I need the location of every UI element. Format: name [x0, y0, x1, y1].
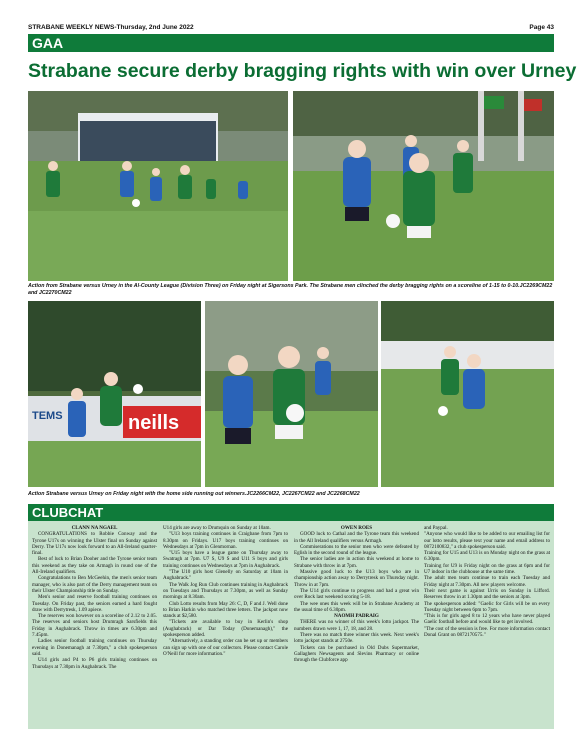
paragraph: The wee ones this week will be in Strabane Academy at the usual time of 6.30pm.: [294, 600, 419, 613]
paragraph: CONGRATULATIONS to Robbie Conway and the Tyrone U17s on winning the Ulster final on Sunday against Derry. The U17s now look forward to an All-Ireland quarter-final.: [32, 531, 157, 557]
paragraph: Club Lotto results from May 26: C, D, F and J. Well done to Brian Harkin who matched three letters. The jackpot now stands at $2,580.: [163, 600, 288, 620]
paragraph: The spokesperson added: "Gaelic for Girls will be on every Tuesday night between 6pm to 7pm.: [424, 600, 550, 613]
club-heading-owen-roes: OWEN ROES: [340, 525, 373, 531]
section-title: GAA: [32, 35, 64, 51]
club-heading-naomh-padraig: NAOMH PADRAIG: [334, 613, 379, 620]
match-photo-5: [381, 301, 554, 487]
column-3: [294, 525, 419, 664]
paragraph: U14 girls are away to Drumquin on Sunday at 10am.: [163, 525, 271, 531]
paragraph: The senior ladies are in action this weekend at home to Strabane with throw in at 7pm.: [294, 556, 419, 569]
paragraph: Men's senior and reserve football training continues on Tuesday. On Friday past, the seniors earned a hard fought draw with Derrytresk, 1.09 apiece.: [32, 594, 157, 613]
paragraph: THERE was no winner of this week's lotto jackpot. The numbers drawn were 1, 17, 18, and 28.: [294, 619, 419, 632]
clubchat-panel: [28, 521, 554, 729]
paragraph: "U13 boys training continues in Craigbane from 7pm to 8.30pm on Fridays. U17 boys training continues on Wednesdays at 7pm in Glenmornan.: [163, 531, 288, 550]
paragraph: and Paypal.: [424, 525, 448, 531]
match-photo-4: [205, 301, 378, 487]
paragraph: Commiserations to the senior men who were defeated by Eglish in the second round of the league.: [294, 543, 419, 557]
club-heading-clann-na-ngael: CLANN NA NGAEL: [71, 525, 118, 531]
column-4: [424, 525, 550, 638]
photo-caption-2: Action Strabane versus Urney on Friday night with the home side running out winners.JC2266CM22, JC2267CM22 and JC2268CM22: [28, 491, 360, 497]
paragraph: Training for U15 and U13 is on Monday night on the grass at 6.30pm.: [424, 550, 550, 563]
section-bar-gaa: [28, 34, 554, 52]
match-photo-3: [28, 301, 201, 487]
paragraph: "The U10 girls host Glenelly on Saturday at 10am in Aughabrack.": [163, 569, 288, 582]
paragraph: Congratulations to Ben McGeehin, the men's senior team manager, who is also part of the Derry management team on their Ulster Championship title on Sunday.: [32, 575, 157, 594]
paragraph: The adult men team continue to train each Tuesday and Friday night at 7.30pm. All new players welcome.: [424, 575, 550, 588]
page-number: Page 43: [529, 24, 554, 31]
paragraph: U14 girls and P4 to P6 girls training continues on Thursdays at 7.30pm in Aughabrack. The: [32, 657, 157, 670]
paragraph: The Walk Jog Run Club continues training in Aughabrack on Tuesdays and Thursdays at 7.30pm, as well as Sunday mornings at 8.30am.: [163, 581, 288, 601]
paragraph: Ladies senior football training continues on Thursday evening in Donemanagh at 7.30pm," a club spokesperson said.: [32, 638, 157, 657]
paragraph: "U15 boys have a league game on Thursday away to Swatragh at 7pm. U7 S, U9 S and U11 S boys and girls training continues on Wednesdays at 7pm in Aughabrack.: [163, 550, 288, 569]
headline: Strabane secure derby bragging rights with win over Urney: [28, 60, 577, 82]
paragraph: "This is for girls aged 8 to 12 years who have never played Gaelic football before and would like to get involved.: [424, 613, 550, 626]
paragraph: "Anyone who would like to be added to our emailing list for our lotto results, please text your name and email address to 0872100832," a club spokesperson said.: [424, 531, 550, 550]
paragraph: "The cost of the session is free. For more information contact Donal Grant on 0872170575.": [424, 625, 550, 639]
paragraph: Best of luck to Brian Dooher and the Tyrone senior team this weekend as they take on Armagh in round one of the All-Ireland qualifiers.: [32, 556, 157, 576]
paragraph: "Alternatively, a standing order can be set up or members can sign up with one of our collectors. Please contact Carole O'Neill for more information.": [163, 638, 288, 657]
paragraph: There was no match three winner this week. Next week's lotto jackpot stands at 2750e.: [294, 632, 419, 645]
sponsor-sign: neills: [128, 412, 180, 434]
banner-sign: TEMS: [32, 410, 63, 422]
paragraph: Training for U9 is Friday night on the grass at 6pm and for U7 indoor in the clubhouse at the same time.: [424, 562, 550, 576]
paragraph: The reserves won however on a scoreline of 2.12 to 2.05. The reserves and seniors host Drumragh Sarsfields this Friday in Aughabrack. Throw in times are 6.30pm and 7.45pm.: [32, 613, 157, 639]
column-1: [32, 525, 157, 670]
paragraph: Their next game is against Urris on Sunday in Lifford. Reserves throw in at 1.30pm and the seniors at 3pm.: [424, 587, 550, 601]
column-2: [163, 525, 288, 657]
photo-caption-1: Action from Strabane versus Urney in the Al-County League (Division Three) on Friday night at Sigersons Park. The Strabane men clinched the derby bragging rights on a scoreline of 1-15 to 0-10.JC2269CM22 and JC2270CM22: [28, 283, 553, 296]
publication-line: STRABANE WEEKLY NEWS-Thursday, 2nd June 2022: [28, 24, 194, 31]
match-photo-1: [28, 91, 288, 281]
section-bar-clubchat: [28, 504, 554, 521]
paragraph: Massive good luck to the U13 boys who are in championship action away to Derrytresk on Thursday night. Throw in at 7pm.: [294, 569, 419, 588]
paragraph: Tickets can be purchased in Old Dubs Supermarket, Gallaghers Newsagents and Slevins Pharmacy or online through the Clubforce app: [294, 644, 419, 664]
match-photo-2: [293, 91, 554, 281]
paragraph: The U14 girls continue to progress and had a great win over Rock last weekend scoring 5-18.: [294, 587, 419, 601]
paragraph: "Tickets are available to buy in Kerlin's shop (Aughabrack) or Dar Today (Donemanagh)," the spokesperson added.: [163, 619, 288, 639]
paragraph: GOOD luck to Cathal and the Tyrone team this weekend in the All Ireland qualifiers versus Armagh.: [294, 531, 419, 544]
clubchat-title: CLUBCHAT: [32, 505, 104, 520]
